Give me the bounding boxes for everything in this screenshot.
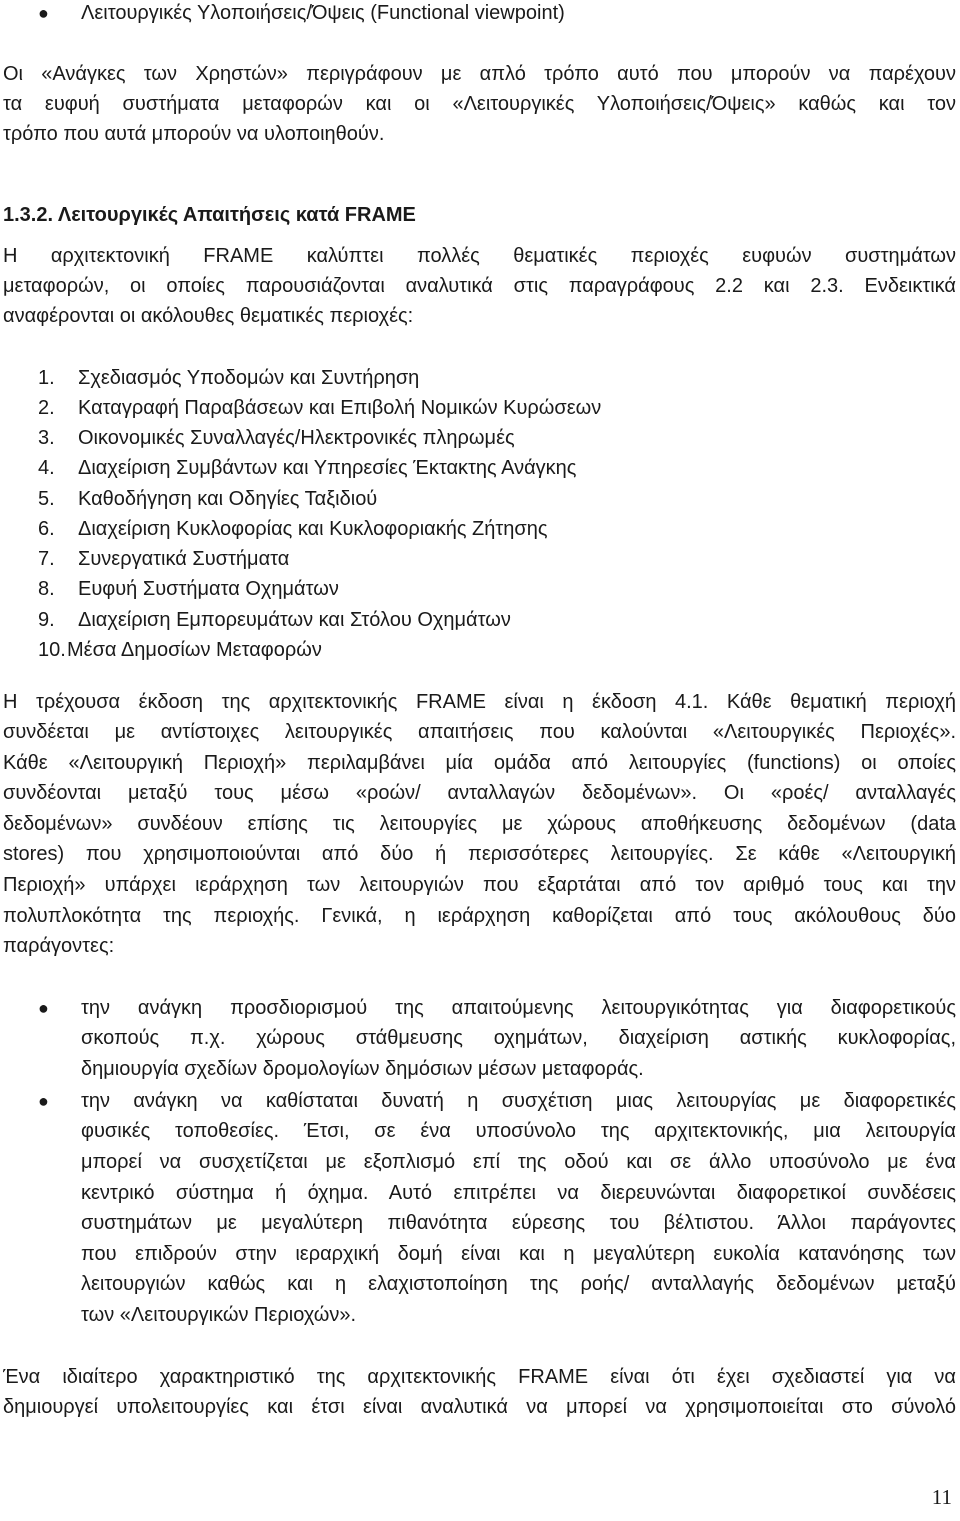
list-item-number: 6. <box>38 518 55 540</box>
factor-line: την ανάγκη να καθίσταται δυνατή η συσχέτιση μιας λειτουργίας με διαφορετικές <box>81 1090 956 1112</box>
factor-line: των «Λειτουργικών Περιοχών». <box>81 1304 357 1326</box>
list-item-number: 7. <box>38 548 55 570</box>
version-line: Περιοχή» υπάρχει ιεράρχηση των λειτουργιών που εξαρτάται από τον αριθμό τους και την <box>3 874 956 896</box>
version-line: δεδομένων» συνδέουν επίσης τις λειτουργίες με χώρους αποθήκευσης δεδομένων (data <box>3 813 956 835</box>
version-line: συνδέονται μεταξύ τους μέσω «ροών/ ανταλλαγών δεδομένων». Οι «ροές/ ανταλλαγές <box>3 782 956 804</box>
version-line: Η τρέχουσα έκδοση της αρχιτεκτονικής FRAME είναι η έκδοση 4.1. Κάθε θεματική περιοχή <box>3 691 956 713</box>
list-item-text: Διαχείριση Συμβάντων και Υπηρεσίες Έκτακτης Ανάγκης <box>78 457 577 479</box>
list-item-text: Σχεδιασμός Υποδομών και Συντήρηση <box>78 367 420 389</box>
intro-line: τα ευφυή συστήματα μεταφορών και οι «Λειτουργικές Υλοποιήσεις/Όψεις» καθώς και τον <box>3 93 956 115</box>
bullet-dot-icon: ● <box>38 998 49 1018</box>
version-line: stores) που χρησιμοποιούνται από δύο ή περισσότερες λειτουργίες. Σε κάθε «Λειτουργική <box>3 843 956 865</box>
factor-line: συστημάτων με μεγαλύτερη πιθανότητα εύρεσης του βέλτιστου. Άλλοι παράγοντες <box>81 1212 956 1234</box>
intro-line: Οι «Ανάγκες των Χρηστών» περιγράφουν με απλό τρόπο αυτό που μπορούν να παρέχουν <box>3 63 956 85</box>
list-item-number: 5. <box>38 488 55 510</box>
list-item-number: 10. <box>38 639 66 661</box>
factor-line: λειτουργιών καθώς και η ελαχιστοποίηση της ροής/ ανταλλαγής δεδομένων μεταξύ <box>81 1273 956 1295</box>
closing-line: Ένα ιδιαίτερο χαρακτηριστικό της αρχιτεκτονικής FRAME είναι ότι έχει σχεδιαστεί για να <box>3 1366 956 1388</box>
list-item-number: 1. <box>38 367 55 389</box>
version-line: παράγοντες: <box>3 935 115 957</box>
section-line: μεταφορών, οι οποίες παρουσιάζονται αναλυτικά στις παραγράφους 2.2 και 2.3. Ενδεικτικά <box>3 275 956 297</box>
factor-line: μπορεί να συσχετίζεται με εξοπλισμό επί της οδού και σε άλλο υποσύνολο με ένα <box>81 1151 956 1173</box>
list-item-number: 2. <box>38 397 55 419</box>
list-item-number: 9. <box>38 609 55 631</box>
bullet-dot-icon: ● <box>38 1091 49 1111</box>
list-item-number: 4. <box>38 457 55 479</box>
version-line: συνδέεται με αντίστοιχες λειτουργικές απαιτήσεις που καλούνται «Λειτουργικές Περιοχές». <box>3 721 956 743</box>
factor-line: που επιδρούν στην ιεραρχική δομή είναι και η μεγαλύτερη ευκολία κατανόησης των <box>81 1243 956 1265</box>
factor-line: σκοπούς π.χ. χώρους στάθμευσης οχημάτων, διαχείριση αστικής κυκλοφορίας, <box>81 1027 956 1049</box>
list-item-text: Καθοδήγηση και Οδηγίες Ταξιδιού <box>78 488 378 510</box>
list-item-text: Ευφυή Συστήματα Οχημάτων <box>78 578 339 600</box>
factor-line: δημιουργία σχεδίων δρομολογίων δημόσιων μέσων μεταφοράς. <box>81 1058 644 1080</box>
list-item-text: Συνεργατικά Συστήματα <box>78 548 290 570</box>
factor-line: φυσικές τοποθεσίες. Έτσι, σε ένα υποσύνολο της αρχιτεκτονικής, μια λειτουργία <box>81 1120 956 1142</box>
intro-line: τρόπο που αυτά μπορούν να υλοποιηθούν. <box>3 123 385 145</box>
closing-line: δημιουργεί υπολειτουργίες και έτσι είναι αναλυτικά να μπορεί να χρησιμοποιείται στο σύνολό <box>3 1396 956 1418</box>
list-item-text: Διαχείριση Κυκλοφορίας και Κυκλοφοριακής Ζήτησης <box>78 518 548 540</box>
list-item-number: 3. <box>38 427 55 449</box>
list-item-text: Μέσα Δημοσίων Μεταφορών <box>67 639 322 661</box>
list-item-text: Διαχείριση Εμπορευμάτων και Στόλου Οχημάτων <box>78 609 511 631</box>
factor-line: την ανάγκη προσδιορισμού της απαιτούμενης λειτουργικότητας για διαφορετικούς <box>81 997 956 1019</box>
factor-line: κεντρικό σύστημα ή όχημα. Αυτό επιτρέπει να διερευνώνται διαφορετικοί συνδέσεις <box>81 1182 956 1204</box>
version-line: πολυπλοκότητα της περιοχής. Γενικά, η ιεράρχηση καθορίζεται από τους ακόλουθους δύο <box>3 905 956 927</box>
list-item-text: Καταγραφή Παραβάσεων και Επιβολή Νομικών Κυρώσεων <box>78 397 602 419</box>
section-heading: 1.3.2. Λειτουργικές Απαιτήσεις κατά FRAME <box>3 204 416 226</box>
list-item-text: Οικονομικές Συναλλαγές/Ηλεκτρονικές πληρωμές <box>78 427 515 449</box>
page-number: 11 <box>931 1485 952 1509</box>
version-line: Κάθε «Λειτουργική Περιοχή» περιλαμβάνει μία ομάδα από λειτουργίες (functions) οι οποίες <box>3 752 956 774</box>
section-line: αναφέρονται οι ακόλουθες θεματικές περιοχές: <box>3 305 414 327</box>
list-item-number: 8. <box>38 578 55 600</box>
top-bullet-text: Λειτουργικές Υλοποιήσεις/Όψεις (Functional viewpoint) <box>81 2 565 24</box>
bullet-dot-icon: ● <box>38 3 49 23</box>
section-line: Η αρχιτεκτονική FRAME καλύπτει πολλές θεματικές περιοχές ευφυών συστημάτων <box>3 245 956 267</box>
